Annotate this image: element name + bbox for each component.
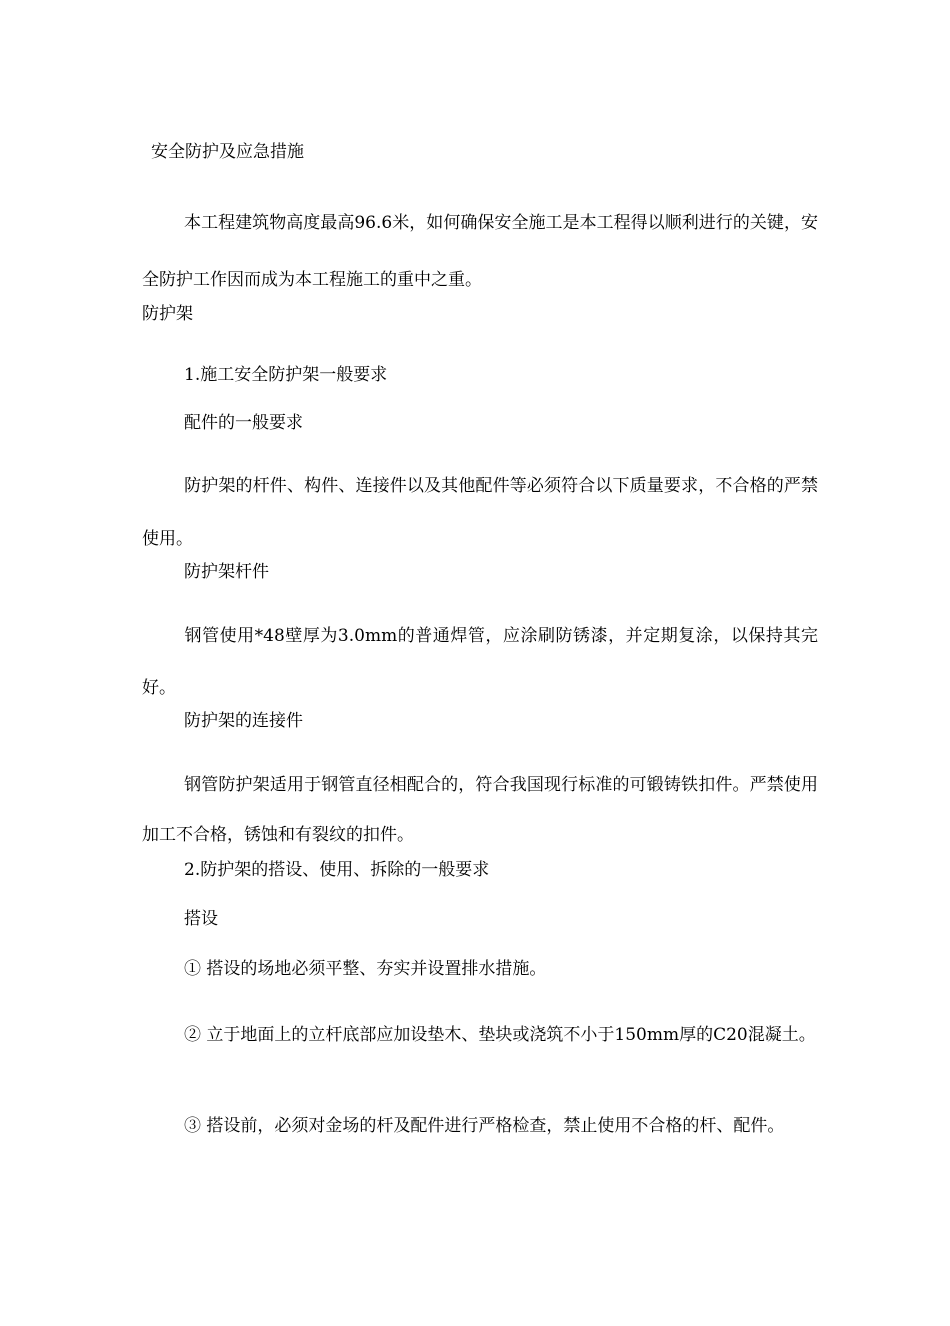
step-3-paragraph [142,1115,818,1137]
item1-sub2-paragraph [142,610,818,714]
item1-sub2-heading: 防护架杆件 [184,562,269,582]
step-2-paragraph [142,1009,818,1062]
item1-sub3-paragraph [142,760,818,860]
intro-text: 本工程建筑物高度最高96.6米，如何确保安全施工是本工程得以顺利进行的关键，安全防护工作因而成为本工程施工的重中之重。 [142,213,818,290]
section-heading: 防护架 [142,304,193,324]
step-1-text: ① 搭设的场地必须平整、夯实并设置排水措施。 [184,959,547,979]
item1-heading: 1.施工安全防护架一般要求 [184,365,388,385]
item1-sub3-text: 钢管防护架适用于钢管直径相配合的，符合我国现行标准的可锻铸铁扣件。严禁使用加工不合格，锈蚀和有裂纹的扣件。 [142,775,818,845]
step-3-text: ③ 搭设前，必须对金场的杆及配件进行严格检查，禁止使用不合格的杆、配件。 [184,1116,785,1136]
item1-sub1-text: 防护架的杆件、构件、连接件以及其他配件等必须符合以下质量要求，不合格的严禁使用。 [142,476,818,549]
item1-sub1-heading: 配件的一般要求 [184,413,303,433]
document-title: 安全防护及应急措施 [151,142,304,162]
intro-paragraph [142,195,818,309]
item1-sub1-paragraph [142,460,818,566]
step-2-text: ② 立于地面上的立杆底部应加设垫木、垫块或浇筑不小于150mm厚的C20混凝土。 [184,1025,816,1045]
item2-heading: 2.防护架的搭设、使用、拆除的一般要求 [184,860,490,880]
item2-sub1-heading: 搭设 [184,909,218,929]
item1-sub2-text: 钢管使用*48壁厚为3.0mm的普通焊管，应涂刷防锈漆，并定期复涂，以保持其完好。 [142,626,818,698]
item1-sub3-heading: 防护架的连接件 [184,711,303,731]
